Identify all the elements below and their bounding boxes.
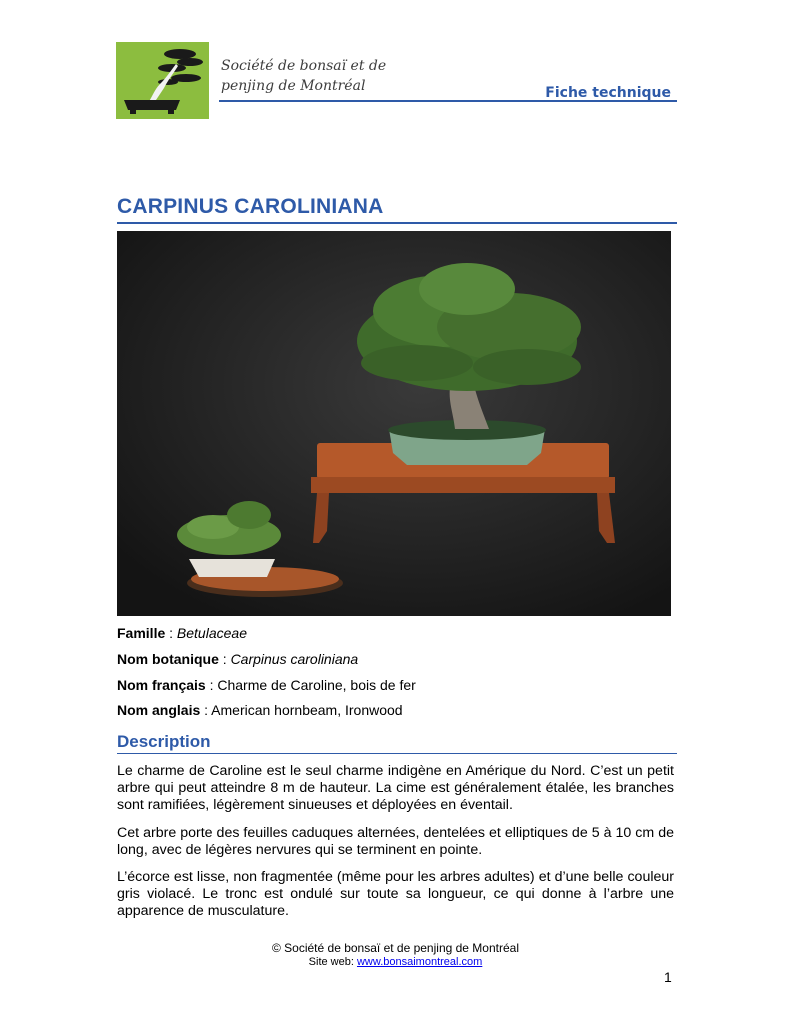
footer-website — [0, 956, 791, 968]
fact-english-name-value: American hornbeam, Ironwood — [211, 702, 403, 718]
society-logo — [116, 42, 209, 119]
fact-family-sep: : — [165, 625, 177, 641]
page-title: CARPINUS CAROLINIANA — [117, 195, 384, 218]
fact-french-name-value: Charme de Caroline, bois de fer — [217, 677, 416, 693]
description-paragraph-1: Le charme de Caroline est le seul charme indigène en Amérique du Nord. C’est un petit arbre qui peut atteindre 8 m de hauteur. La cime est généralement étalée, les branches sont ramifiées, légèrement sinueuses et déployées en éventail. — [117, 763, 674, 813]
fact-english-name — [117, 701, 403, 719]
bonsai-photo — [117, 231, 671, 616]
fact-french-name-sep: : — [205, 677, 218, 693]
society-name-line1: Société de bonsaï et de — [221, 58, 387, 74]
fact-french-name-label: Nom français — [117, 677, 206, 693]
website-link[interactable]: www.bonsaimontreal.com — [356, 956, 483, 968]
fact-botanical-name-value: Carpinus caroliniana — [230, 651, 359, 667]
title-divider — [117, 222, 677, 224]
fact-family-label: Famille — [117, 625, 166, 641]
footer-website-label: Site web: — [308, 956, 357, 968]
fact-family — [117, 624, 247, 642]
footer-copyright: © Société de bonsaï et de penjing de Montréal — [271, 941, 519, 955]
description-divider — [117, 753, 677, 754]
description-paragraph-3: L’écorce est lisse, non fragmentée (même pour les arbres adultes) et d’une belle couleur gris violacé. Le tronc est ondulé sur toute sa longueur, ce qui donne à l’arbre une apparence de musculature. — [117, 869, 674, 919]
bonsai-logo-icon — [116, 42, 209, 119]
fact-botanical-name-label: Nom botanique — [117, 651, 219, 667]
society-name — [221, 56, 421, 96]
fact-english-name-label: Nom anglais — [117, 702, 201, 718]
fact-english-name-sep: : — [200, 702, 212, 718]
page-number: 1 — [664, 969, 672, 985]
description-heading: Description — [117, 732, 211, 751]
fact-french-name — [117, 676, 416, 694]
description-paragraph-2: Cet arbre porte des feuilles caduques alternées, dentelées et elliptiques de 5 à 10 cm de long, avec de légères nervures qui se terminent en pointe. — [117, 825, 674, 858]
fact-botanical-name — [117, 650, 358, 668]
society-name-line2: penjing de Montréal — [221, 78, 366, 94]
fact-botanical-name-sep: : — [218, 651, 231, 667]
fact-family-value: Betulaceae — [176, 625, 247, 641]
document-type-label: Fiche technique — [545, 85, 671, 101]
